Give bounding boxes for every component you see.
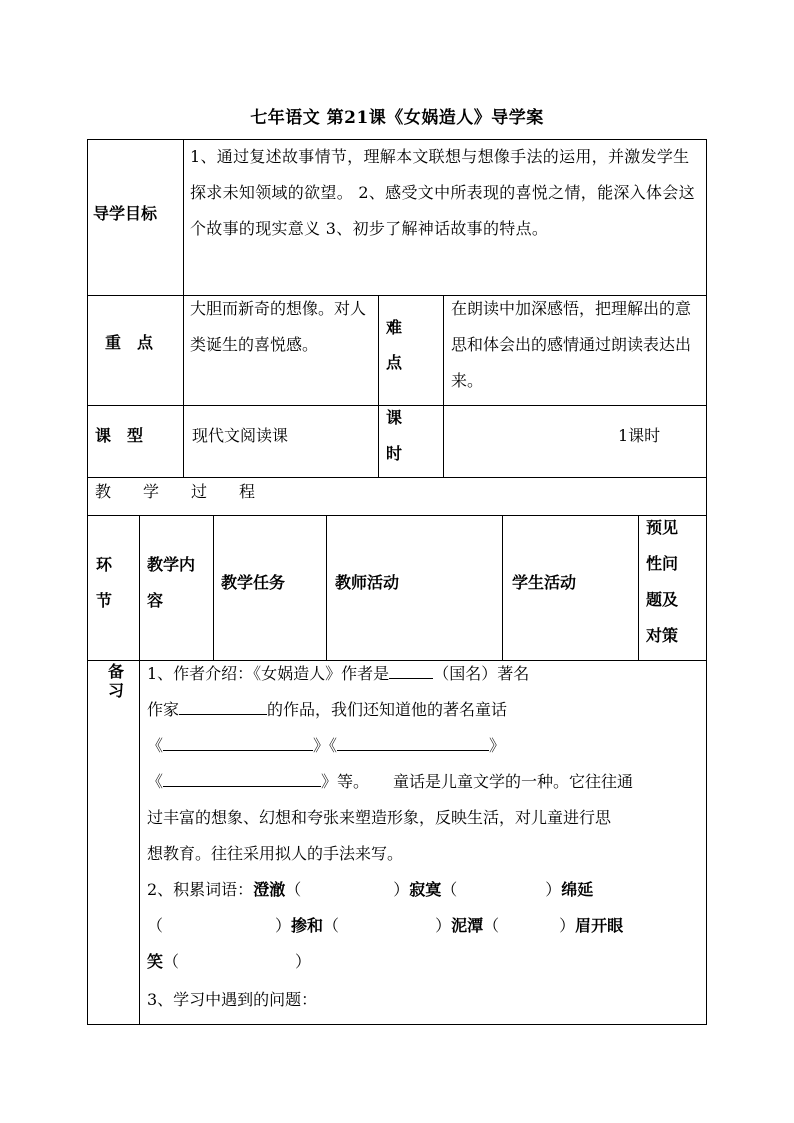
- prep-line-4: [147, 764, 703, 800]
- col-divider: [139, 515, 140, 1025]
- blank-tale-1[interactable]: [163, 732, 313, 751]
- prep-line-8: [147, 908, 703, 944]
- blank-tale-3[interactable]: [163, 768, 321, 787]
- col-divider: [183, 139, 184, 477]
- col-divider: [443, 295, 444, 477]
- difficulty-label-top: 难: [386, 318, 403, 337]
- header-pre-2: 性问: [646, 554, 679, 573]
- paren-close: ）: [295, 952, 312, 971]
- lesson-type-value: 现代文阅读课: [192, 426, 289, 445]
- word-3: 绵延: [561, 880, 594, 899]
- paren-open: （: [441, 880, 458, 899]
- header-content-2: 容: [147, 591, 164, 610]
- word-2: 寂寞: [409, 880, 442, 899]
- prep-q1-e: 》等。 童话是儿童文学的一种。它往往通: [321, 772, 634, 791]
- word-1: 澄澈: [253, 880, 286, 899]
- word-4: 掺和: [291, 916, 324, 935]
- goals-label: 导学目标: [93, 204, 158, 223]
- prep-line-3: [147, 728, 703, 764]
- prep-line-2: [147, 692, 703, 728]
- prep-q1-mid: 》《: [313, 736, 338, 755]
- header-stage-2: 节: [96, 591, 113, 610]
- paren-open: （: [285, 880, 302, 899]
- paren-close: ）: [275, 916, 292, 935]
- col-divider: [326, 515, 327, 660]
- paren-close: ）: [559, 916, 576, 935]
- header-pre-4: 对策: [646, 626, 679, 645]
- word-6-end: 笑: [147, 952, 164, 971]
- paren-open: （: [147, 916, 164, 935]
- paren-open: （: [163, 952, 180, 971]
- hours-value: 1课时: [618, 426, 661, 445]
- prep-q2-lead: 2、积累词语：: [147, 880, 254, 899]
- prep-line-7: [147, 872, 703, 908]
- key-label: 重 点: [105, 333, 154, 352]
- page-title: 七年语文 第21课《女娲造人》导学案: [250, 108, 544, 128]
- paren-close: ）: [393, 880, 410, 899]
- key-text: 大胆而新奇的想像。对人类诞生的喜悦感。: [190, 299, 367, 354]
- col-divider: [213, 515, 214, 660]
- prep-line-1: [147, 656, 703, 692]
- blank-author[interactable]: [179, 696, 267, 715]
- goals-text: 1、通过复述故事情节，理解本文联想与想像手法的运用，并激发学生探求未知领域的欲望。 2、感受文中所表现的喜悦之情，能深入体会这个故事的现实意义 3、初步了解神话故事的特点。: [190, 147, 695, 238]
- prep-q1-close: 》: [489, 736, 506, 755]
- prep-label: 备习: [108, 662, 125, 700]
- blank-tale-2[interactable]: [337, 732, 489, 751]
- col-divider: [638, 515, 639, 660]
- prep-q1-b: （国名）著名: [433, 664, 530, 683]
- header-task: 教学任务: [221, 573, 286, 592]
- difficulty-text: 在朗读中加深感悟，把理解出的意思和体会出的感情通过朗读表达出来。: [451, 299, 692, 390]
- prep-q1-c: 作家: [147, 700, 180, 719]
- word-5: 泥潭: [451, 916, 484, 935]
- header-pre-1: 预见: [646, 518, 679, 537]
- prep-line-6: 想教育。往往采用拟人的手法来写。: [147, 844, 404, 863]
- prep-line-10: 3、学习中遇到的问题：: [147, 990, 318, 1009]
- row-divider: [87, 515, 707, 516]
- process-label: 教 学 过 程: [95, 482, 256, 501]
- prep-q1-a: 1、作者介绍：《女娲造人》作者是: [147, 664, 390, 683]
- col-divider: [378, 295, 379, 477]
- paren-open: （: [323, 916, 340, 935]
- paren-open: （: [483, 916, 500, 935]
- header-teacher: 教师活动: [335, 573, 400, 592]
- paren-close: ）: [435, 916, 452, 935]
- header-stage-1: 环: [96, 555, 113, 574]
- hours-label-bottom: 时: [386, 444, 403, 463]
- lesson-type-label: 课 型: [95, 426, 144, 445]
- prep-line-5: 过丰富的想象、幻想和夸张来塑造形象，反映生活，对儿童进行思: [147, 808, 612, 827]
- difficulty-label-bottom: 点: [386, 353, 403, 372]
- paren-close: ）: [545, 880, 562, 899]
- header-student: 学生活动: [512, 573, 577, 592]
- col-divider: [502, 515, 503, 660]
- prep-q1-d: 的作品，我们还知道他的著名童话: [267, 700, 508, 719]
- prep-line-9: [147, 944, 703, 980]
- blank-country[interactable]: [389, 660, 433, 679]
- hours-label-top: 课: [386, 408, 403, 427]
- prep-q1-open: 《: [147, 736, 164, 755]
- header-pre-3: 题及: [646, 590, 679, 609]
- prep-q1-open2: 《: [147, 772, 164, 791]
- word-6: 眉开眼: [575, 916, 624, 935]
- header-content-1: 教学内: [147, 555, 196, 574]
